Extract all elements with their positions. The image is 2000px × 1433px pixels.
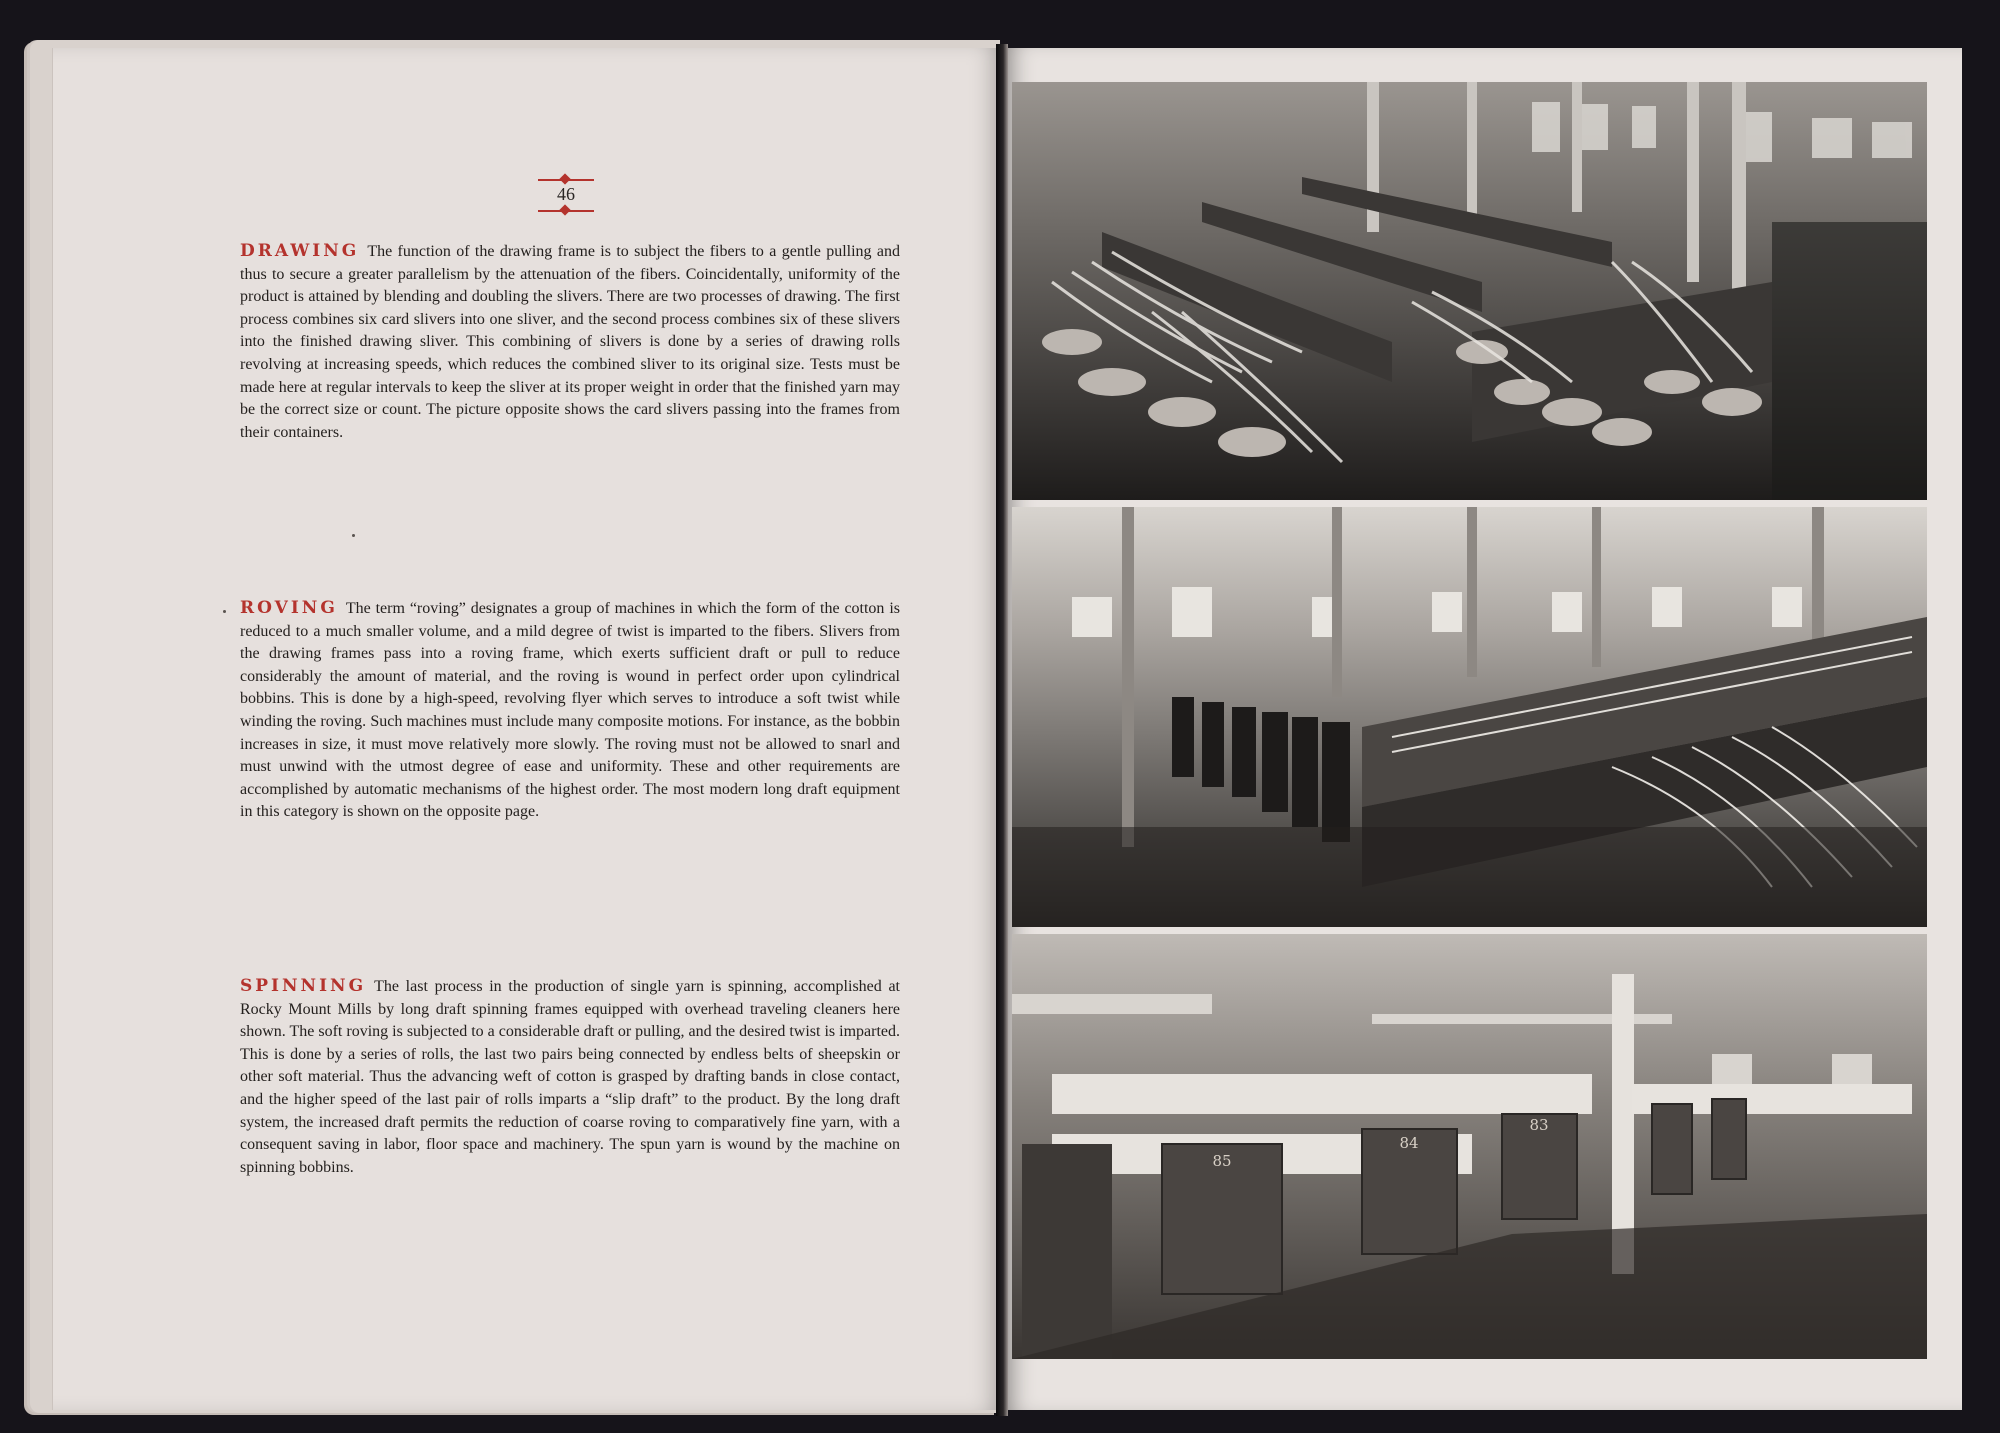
section-heading-drawing: DRAWING: [240, 241, 360, 261]
section-drawing: [240, 240, 900, 444]
section-spinning: [240, 975, 900, 1179]
page-number-ornament: [538, 176, 594, 210]
section-body-drawing: The function of the drawing frame is to subject the fibers to a gentle pulling and thus to secure a greater parallelism by the attenuation of the fibers. Coincidentally, uniformity of the product is attained by blending and doubling the slivers. There are two processes of drawing. The first process combines six card slivers into one sliver, and the second process combines six of these slivers into the finished drawing sliver. This combining of slivers is done by a series of drawing rolls revolving at increasing speeds, which reduces the combined sliver to its original size. Tests must be made here at regular intervals to keep the sliver at its proper weight in order that the finished yarn may be the correct size or count. The picture opposite shows the card slivers passing into the frames from their containers.: [240, 243, 900, 441]
book-gutter: [996, 44, 1008, 1416]
spinning-frames-photo: [1012, 934, 1927, 1359]
page-number: 46: [557, 184, 575, 204]
machine-number-84: 84: [1399, 1134, 1419, 1152]
section-heading-spinning: SPINNING: [240, 976, 367, 996]
drawing-frames-illustration: [1012, 82, 1927, 500]
machine-number-85: 85: [1212, 1152, 1232, 1170]
roving-frames-illustration: [1012, 507, 1927, 927]
section-roving: [240, 597, 900, 824]
machine-number-83: 83: [1529, 1116, 1549, 1134]
roving-frames-photo: [1012, 507, 1927, 927]
drawing-frames-photo: [1012, 82, 1927, 500]
section-body-roving: The term “roving” designates a group of machines in which the form of the cotton is reduced to a much smaller volume, and a mild degree of twist is imparted to the fibers. Slivers from the drawing frames pass into a roving frame, which exerts sufficient draft or pull to reduce considerably the amount of material, and the roving is wound in perfect order upon cylindrical bobbins. This is done by a high-speed, revolving flyer which serves to introduce a soft twist while winding the roving. Such machines must include many composite motions. For instance, as the bobbin increases in size, it must move relatively more slowly. The roving must not be allowed to snarl and must unwind with the utmost degree of ease and uniformity. These and other requirements are accomplished by automatic mechanisms of the highest order. The most modern long draft equipment in this category is shown on the opposite page.: [240, 600, 900, 821]
paper-speck: [223, 610, 226, 613]
section-heading-roving: ROVING: [240, 598, 338, 618]
section-body-spinning: The last process in the production of single yarn is spinning, accomplished at Rocky Mount Mills by long draft spinning frames equipped with overhead traveling cleaners here shown. The soft roving is subjected to a considerable draft or pulling, and the desired twist is imparted. This is done by a series of rolls, the last two pairs being connected by endless belts of sheepskin or other soft material. Thus the advancing weft of cotton is grasped by drafting bands in close contact, and the higher speed of the last pair of rolls imparts a “slip draft” to the product. By the long draft system, the increased draft permits the reduction of coarse roving to comparatively fine yarn, with a consequent saving in labor, floor space and machinery. The spun yarn is wound by the machine on spinning bobbins.: [240, 978, 901, 1176]
spinning-frames-illustration: [1012, 934, 1927, 1359]
paper-speck: [352, 534, 355, 537]
ornament-diamond-top: [559, 173, 570, 184]
